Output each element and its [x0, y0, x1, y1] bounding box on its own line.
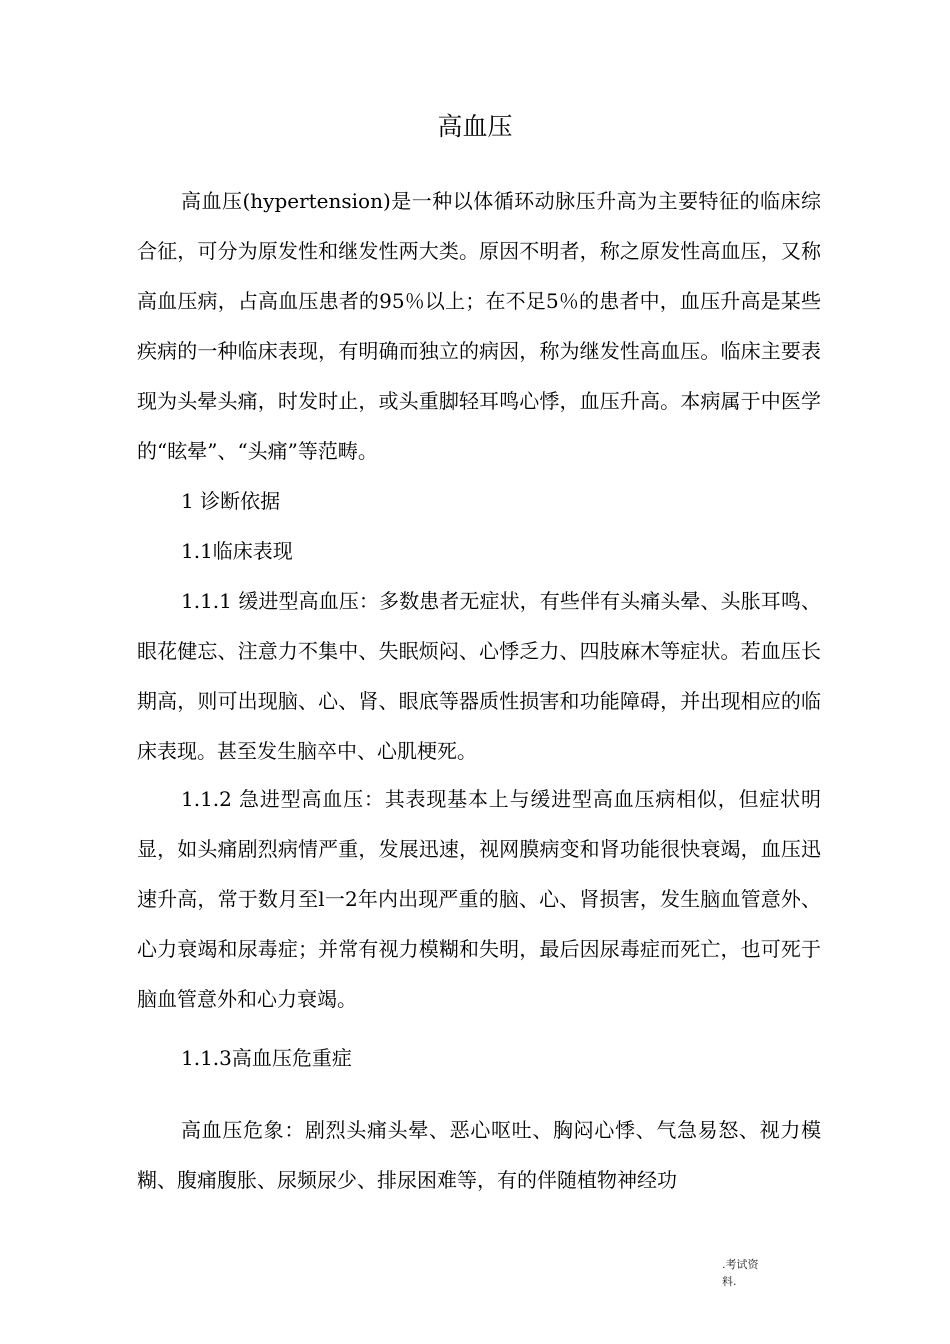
paragraph-crisis: 高血压危象：剧烈头痛头晕、恶心呕吐、胸闷心悸、气急易怒、视力模糊、腹痛腹胀、尿频尿少、排尿困难等，有的伴随植物神经功 — [137, 1118, 821, 1192]
paragraph-rapid-hypertension: 1.1.2 急进型高血压：其表现基本上与缓进型高血压病相似，但症状明显，如头痛剧烈病情严重，发展迅速，视网膜病变和肾功能很快衰竭，血压迅速升高，常于数月至l一2年内出现严重的脑、心、肾损害，发生脑血管意外、心力衰竭和尿毒症；并常有视力模糊和失明，最后因尿毒症而死亡，也可死于脑血管意外和心力衰竭。 — [137, 787, 821, 1011]
document-title: 高血压 — [437, 112, 513, 141]
footer-note — [722, 1256, 782, 1290]
section-heading-diagnosis: 1 诊断依据 — [181, 489, 281, 513]
footer-line-2: 料. — [722, 1275, 737, 1288]
intro-paragraph: 高血压(hypertension)是一种以体循环动脉压升高为主要特征的临床综合征，可分为原发性和继发性两大类。原因不明者，称之原发性高血压，又称高血压病，占高血压患者的95％以上；在不足5％的患者中，血压升高是某些疾病的一种临床表现，有明确而独立的病因，称为继发性高血压。临床主要表现为头晕头痛，时发时止，或头重脚轻耳鸣心悸，血压升高。本病属于中医学的“眩晕”、“头痛”等范畴。 — [137, 189, 821, 463]
paragraph-slow-hypertension: 1.1.1 缓进型高血压：多数患者无症状，有些伴有头痛头晕、头胀耳鸣、眼花健忘、注意力不集中、失眠烦闷、心悸乏力、四肢麻木等症状。若血压长期高，则可出现脑、心、肾、眼底等器质性损害和功能障碍，并出现相应的临床表现。甚至发生脑卒中、心肌梗死。 — [137, 589, 821, 763]
footer-line-1: .考试资 — [722, 1258, 759, 1271]
section-heading-clinical: 1.1临床表现 — [181, 539, 293, 563]
section-heading-crisis: 1.1.3高血压危重症 — [181, 1046, 352, 1070]
